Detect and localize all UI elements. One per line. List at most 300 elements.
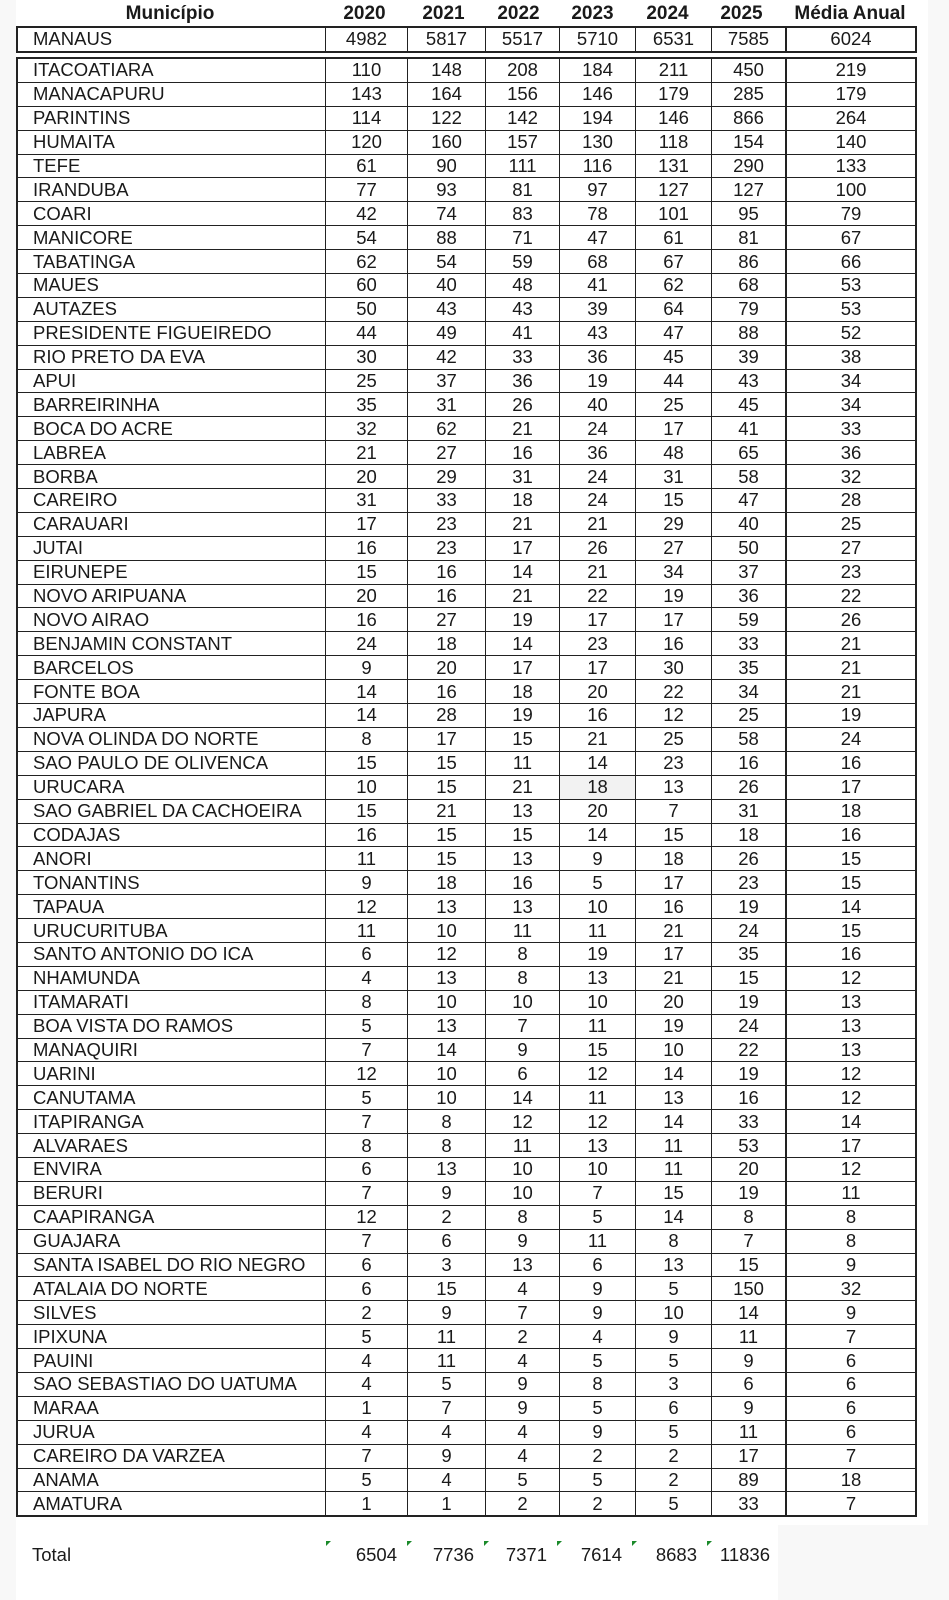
value-2024: 61: [636, 226, 712, 250]
value-2025: 58: [712, 465, 787, 489]
value-2025: 11: [712, 1325, 787, 1349]
value-2023: 130: [560, 130, 636, 154]
value-2023: 21: [560, 560, 636, 584]
value-2024: 27: [636, 536, 712, 560]
value-2020: 21: [326, 441, 408, 465]
value-2024: 17: [636, 871, 712, 895]
value-2020: 120: [326, 130, 408, 154]
value-2021: 16: [408, 680, 486, 704]
media-row: [786, 321, 916, 345]
media-row: [786, 226, 916, 250]
value-2021: 8: [408, 1134, 486, 1158]
value-2023: 5710: [560, 27, 636, 52]
value-2022: 13: [486, 895, 560, 919]
value-2021: 4: [408, 1468, 486, 1492]
value-2022: 10: [486, 1181, 560, 1205]
media-anual-value: 6024: [786, 27, 916, 52]
media-row: [786, 560, 916, 584]
value-2020: 7: [326, 1229, 408, 1253]
value-2024: 45: [636, 345, 712, 369]
municipio-name: IPIXUNA: [17, 1325, 326, 1349]
municipio-name: URUCURITUBA: [17, 919, 326, 943]
value-2020: 1: [326, 1396, 408, 1420]
value-2022: 19: [486, 608, 560, 632]
media-row: [786, 680, 916, 704]
value-2025: 65: [712, 441, 787, 465]
media-anual-value: 6: [786, 1420, 916, 1444]
value-2022: 2: [486, 1492, 560, 1516]
value-2025: 86: [712, 250, 787, 274]
value-2024: 17: [636, 942, 712, 966]
table-row: [17, 1444, 786, 1468]
value-2023: 19: [560, 369, 636, 393]
value-2020: 6: [326, 1277, 408, 1301]
media-anual-value: 7: [786, 1325, 916, 1349]
value-2020: 15: [326, 560, 408, 584]
media-row: [786, 656, 916, 680]
manaus-media-table: [785, 26, 917, 53]
value-2022: 18: [486, 680, 560, 704]
media-anual-value: 9: [786, 1253, 916, 1277]
value-2021: 54: [408, 250, 486, 274]
value-2020: 14: [326, 704, 408, 728]
value-2023: 14: [560, 823, 636, 847]
value-2023: 22: [560, 584, 636, 608]
total-2021: 7736: [432, 1544, 474, 1565]
value-2021: 33: [408, 489, 486, 513]
media-row: [786, 1277, 916, 1301]
media-anual-value: 36: [786, 441, 916, 465]
value-2020: 15: [326, 751, 408, 775]
value-2025: 9: [712, 1349, 787, 1373]
media-row: [786, 1229, 916, 1253]
value-2020: 9: [326, 871, 408, 895]
municipio-name: IRANDUBA: [17, 178, 326, 202]
value-2020: 32: [326, 417, 408, 441]
value-2020: 7: [326, 1181, 408, 1205]
value-2022: 17: [486, 536, 560, 560]
value-2023: 9: [560, 847, 636, 871]
value-2021: 17: [408, 727, 486, 751]
value-2021: 9: [408, 1181, 486, 1205]
value-2024: 5: [636, 1492, 712, 1516]
value-2023: 20: [560, 799, 636, 823]
value-2025: 33: [712, 1110, 787, 1134]
value-2022: 9: [486, 1372, 560, 1396]
value-2023: 2: [560, 1492, 636, 1516]
table-row: [17, 895, 786, 919]
value-2025: 35: [712, 942, 787, 966]
municipio-name: SANTA ISABEL DO RIO NEGRO: [17, 1253, 326, 1277]
table-row: [17, 1181, 786, 1205]
error-flag-icon: [484, 1541, 489, 1546]
media-row: [786, 27, 916, 52]
media-row: [786, 1420, 916, 1444]
municipio-name: SANTO ANTONIO DO ICA: [17, 942, 326, 966]
value-2021: 20: [408, 656, 486, 680]
municipio-name: NOVO AIRAO: [17, 608, 326, 632]
municipio-name: NOVA OLINDA DO NORTE: [17, 727, 326, 751]
value-2022: 16: [486, 441, 560, 465]
table-row: [17, 727, 786, 751]
media-anual-value: 6: [786, 1372, 916, 1396]
value-2020: 16: [326, 608, 408, 632]
municipio-name: CANUTAMA: [17, 1086, 326, 1110]
value-2020: 9: [326, 656, 408, 680]
value-2023: 14: [560, 751, 636, 775]
value-2021: 6: [408, 1229, 486, 1253]
media-anual-value: 17: [786, 1134, 916, 1158]
value-2025: 68: [712, 274, 787, 298]
table-row: [17, 1420, 786, 1444]
municipio-name: URUCARA: [17, 775, 326, 799]
header-year-2021: 2021: [422, 3, 465, 24]
value-2024: 7: [636, 799, 712, 823]
value-2020: 15: [326, 799, 408, 823]
value-2022: 9: [486, 1038, 560, 1062]
value-2021: 15: [408, 1277, 486, 1301]
value-2025: 58: [712, 727, 787, 751]
value-2020: 20: [326, 465, 408, 489]
municipio-name: SAO GABRIEL DA CACHOEIRA: [17, 799, 326, 823]
total-2025: 11836: [719, 1544, 770, 1565]
media-row: [786, 919, 916, 943]
table-row: [17, 656, 786, 680]
media-row: [786, 942, 916, 966]
value-2022: 31: [486, 465, 560, 489]
media-row: [786, 632, 916, 656]
table-row: [17, 847, 786, 871]
value-2024: 5: [636, 1349, 712, 1373]
header-year-2020: 2020: [343, 3, 386, 24]
table-row: [17, 990, 786, 1014]
value-2022: 71: [486, 226, 560, 250]
media-anual-value: 67: [786, 226, 916, 250]
value-2023: 6: [560, 1253, 636, 1277]
media-row: [786, 895, 916, 919]
media-row: [786, 250, 916, 274]
value-2025: 40: [712, 512, 787, 536]
value-2021: 62: [408, 417, 486, 441]
value-2023: 20: [560, 680, 636, 704]
value-2022: 14: [486, 632, 560, 656]
table-row: [17, 1014, 786, 1038]
value-2021: 23: [408, 512, 486, 536]
value-2022: 14: [486, 1086, 560, 1110]
value-2025: 290: [712, 154, 787, 178]
value-2020: 12: [326, 895, 408, 919]
total-2020: 6504: [355, 1544, 397, 1565]
value-2024: 118: [636, 130, 712, 154]
value-2024: 21: [636, 966, 712, 990]
value-2022: 21: [486, 417, 560, 441]
value-2025: 37: [712, 560, 787, 584]
media-anual-value: 12: [786, 966, 916, 990]
municipio-name: BERURI: [17, 1181, 326, 1205]
table-row: [17, 1038, 786, 1062]
value-2024: 23: [636, 751, 712, 775]
media-anual-value: 15: [786, 919, 916, 943]
value-2024: 21: [636, 919, 712, 943]
media-anual-table: [785, 57, 917, 1517]
municipio-name: TEFE: [17, 154, 326, 178]
value-2021: 9: [408, 1301, 486, 1325]
value-2020: 25: [326, 369, 408, 393]
value-2024: 67: [636, 250, 712, 274]
value-2020: 4982: [326, 27, 408, 52]
value-2025: 19: [712, 895, 787, 919]
media-anual-value: 26: [786, 608, 916, 632]
header-municipio: Município: [125, 3, 215, 24]
municipio-name: MARAA: [17, 1396, 326, 1420]
value-2022: 43: [486, 297, 560, 321]
value-2022: 21: [486, 584, 560, 608]
value-2022: 19: [486, 704, 560, 728]
municipio-name: APUI: [17, 369, 326, 393]
municipio-name: ATALAIA DO NORTE: [17, 1277, 326, 1301]
media-row: [786, 775, 916, 799]
table-row: [17, 560, 786, 584]
value-2025: 35: [712, 656, 787, 680]
municipio-name: MANAUS: [17, 27, 326, 52]
media-anual-value: 179: [786, 82, 916, 106]
municipio-name: TAPAUA: [17, 895, 326, 919]
value-2024: 20: [636, 990, 712, 1014]
media-row: [786, 536, 916, 560]
value-2025: 24: [712, 1014, 787, 1038]
value-2024: 30: [636, 656, 712, 680]
value-2022: 41: [486, 321, 560, 345]
media-anual-value: 16: [786, 751, 916, 775]
municipio-name: CAREIRO DA VARZEA: [17, 1444, 326, 1468]
value-2022: 5: [486, 1468, 560, 1492]
table-row: [17, 823, 786, 847]
value-2023: 17: [560, 656, 636, 680]
value-2023: 16: [560, 704, 636, 728]
value-2025: 22: [712, 1038, 787, 1062]
value-2020: 42: [326, 202, 408, 226]
header-year-2025: 2025: [720, 3, 763, 24]
municipio-name: GUAJARA: [17, 1229, 326, 1253]
value-2021: 160: [408, 130, 486, 154]
table-row: [17, 489, 786, 513]
value-2023: 9: [560, 1277, 636, 1301]
value-2021: 29: [408, 465, 486, 489]
table-row: [17, 393, 786, 417]
value-2020: 4: [326, 1349, 408, 1373]
value-2025: 19: [712, 1062, 787, 1086]
media-anual-value: 13: [786, 1038, 916, 1062]
media-anual-value: 264: [786, 106, 916, 130]
value-2021: 2: [408, 1205, 486, 1229]
value-2021: 27: [408, 608, 486, 632]
municipio-name: CODAJAS: [17, 823, 326, 847]
value-2023: 18: [560, 775, 636, 799]
municipio-name: PRESIDENTE FIGUEIREDO: [17, 321, 326, 345]
value-2024: 179: [636, 82, 712, 106]
media-anual-value: 14: [786, 895, 916, 919]
value-2020: 110: [326, 58, 408, 82]
value-2020: 7: [326, 1038, 408, 1062]
value-2022: 9: [486, 1229, 560, 1253]
value-2024: 11: [636, 1157, 712, 1181]
value-2024: 6531: [636, 27, 712, 52]
media-anual-value: 52: [786, 321, 916, 345]
value-2025: 150: [712, 1277, 787, 1301]
value-2024: 2: [636, 1468, 712, 1492]
value-2021: 10: [408, 990, 486, 1014]
value-2021: 49: [408, 321, 486, 345]
media-anual-value: 32: [786, 465, 916, 489]
table-row: [17, 202, 786, 226]
media-anual-value: 13: [786, 990, 916, 1014]
value-2023: 11: [560, 1086, 636, 1110]
value-2020: 6: [326, 942, 408, 966]
media-row: [786, 1301, 916, 1325]
value-2022: 11: [486, 919, 560, 943]
media-anual-value: 53: [786, 274, 916, 298]
municipio-name: FONTE BOA: [17, 680, 326, 704]
error-flag-icon: [326, 1541, 331, 1546]
value-2021: 13: [408, 1157, 486, 1181]
table-row: [17, 369, 786, 393]
value-2020: 44: [326, 321, 408, 345]
table-row: [17, 1062, 786, 1086]
value-2022: 4: [486, 1349, 560, 1373]
value-2021: 42: [408, 345, 486, 369]
value-2022: 156: [486, 82, 560, 106]
value-2022: 8: [486, 966, 560, 990]
value-2025: 88: [712, 321, 787, 345]
value-2025: 26: [712, 847, 787, 871]
table-row: [17, 1349, 786, 1373]
value-2020: 4: [326, 1372, 408, 1396]
value-2024: 101: [636, 202, 712, 226]
media-row: [786, 512, 916, 536]
table-row: [17, 1157, 786, 1181]
media-anual-value: 16: [786, 823, 916, 847]
municipio-name: PARINTINS: [17, 106, 326, 130]
table-row: [17, 1301, 786, 1325]
table-row: [17, 608, 786, 632]
value-2024: 13: [636, 1086, 712, 1110]
media-anual-value: 7: [786, 1444, 916, 1468]
value-2025: 7585: [712, 27, 787, 52]
table-row: [17, 966, 786, 990]
municipio-name: ENVIRA: [17, 1157, 326, 1181]
value-2022: 81: [486, 178, 560, 202]
value-2020: 7: [326, 1110, 408, 1134]
value-2024: 146: [636, 106, 712, 130]
municipio-name: LABREA: [17, 441, 326, 465]
value-2020: 11: [326, 847, 408, 871]
media-anual-value: 8: [786, 1205, 916, 1229]
value-2022: 15: [486, 727, 560, 751]
value-2022: 111: [486, 154, 560, 178]
value-2021: 10: [408, 1086, 486, 1110]
value-2023: 12: [560, 1062, 636, 1086]
value-2022: 10: [486, 1157, 560, 1181]
value-2020: 114: [326, 106, 408, 130]
media-row: [786, 297, 916, 321]
table-row: [17, 1372, 786, 1396]
media-row: [786, 1372, 916, 1396]
value-2024: 14: [636, 1205, 712, 1229]
municipio-name: JAPURA: [17, 704, 326, 728]
value-2020: 54: [326, 226, 408, 250]
media-anual-value: 66: [786, 250, 916, 274]
value-2023: 36: [560, 345, 636, 369]
table-row: [17, 321, 786, 345]
value-2023: 4: [560, 1325, 636, 1349]
value-2022: 2: [486, 1325, 560, 1349]
value-2022: 83: [486, 202, 560, 226]
value-2021: 122: [408, 106, 486, 130]
value-2025: 45: [712, 393, 787, 417]
value-2023: 24: [560, 465, 636, 489]
value-2022: 9: [486, 1396, 560, 1420]
municipio-name: PAUINI: [17, 1349, 326, 1373]
value-2024: 10: [636, 1038, 712, 1062]
value-2021: 13: [408, 966, 486, 990]
value-2021: 10: [408, 919, 486, 943]
value-2020: 8: [326, 727, 408, 751]
value-2024: 25: [636, 393, 712, 417]
value-2023: 24: [560, 417, 636, 441]
value-2022: 7: [486, 1014, 560, 1038]
value-2023: 40: [560, 393, 636, 417]
value-2021: 5: [408, 1372, 486, 1396]
value-2023: 5: [560, 871, 636, 895]
value-2023: 41: [560, 274, 636, 298]
value-2023: 19: [560, 942, 636, 966]
value-2024: 131: [636, 154, 712, 178]
value-2020: 8: [326, 990, 408, 1014]
table-row: [17, 27, 786, 52]
value-2024: 10: [636, 1301, 712, 1325]
municipio-name: BORBA: [17, 465, 326, 489]
table-row: [17, 1110, 786, 1134]
value-2025: 19: [712, 1181, 787, 1205]
value-2023: 68: [560, 250, 636, 274]
value-2023: 13: [560, 1134, 636, 1158]
value-2025: 89: [712, 1468, 787, 1492]
value-2020: 24: [326, 632, 408, 656]
value-2020: 12: [326, 1205, 408, 1229]
municipio-name: AMATURA: [17, 1492, 326, 1516]
municipio-name: ITAPIRANGA: [17, 1110, 326, 1134]
value-2020: 62: [326, 250, 408, 274]
table-row: [17, 680, 786, 704]
value-2023: 21: [560, 512, 636, 536]
value-2024: 211: [636, 58, 712, 82]
value-2024: 13: [636, 775, 712, 799]
value-2024: 19: [636, 1014, 712, 1038]
media-anual-value: 21: [786, 680, 916, 704]
table-row: [17, 154, 786, 178]
media-row: [786, 1468, 916, 1492]
value-2021: 15: [408, 823, 486, 847]
media-anual-value: 219: [786, 58, 916, 82]
media-anual-value: 34: [786, 369, 916, 393]
media-anual-value: 16: [786, 942, 916, 966]
value-2020: 17: [326, 512, 408, 536]
media-row: [786, 584, 916, 608]
table-row: [17, 584, 786, 608]
media-row: [786, 1014, 916, 1038]
total-2023: 7614: [580, 1544, 622, 1565]
media-anual-value: 33: [786, 417, 916, 441]
